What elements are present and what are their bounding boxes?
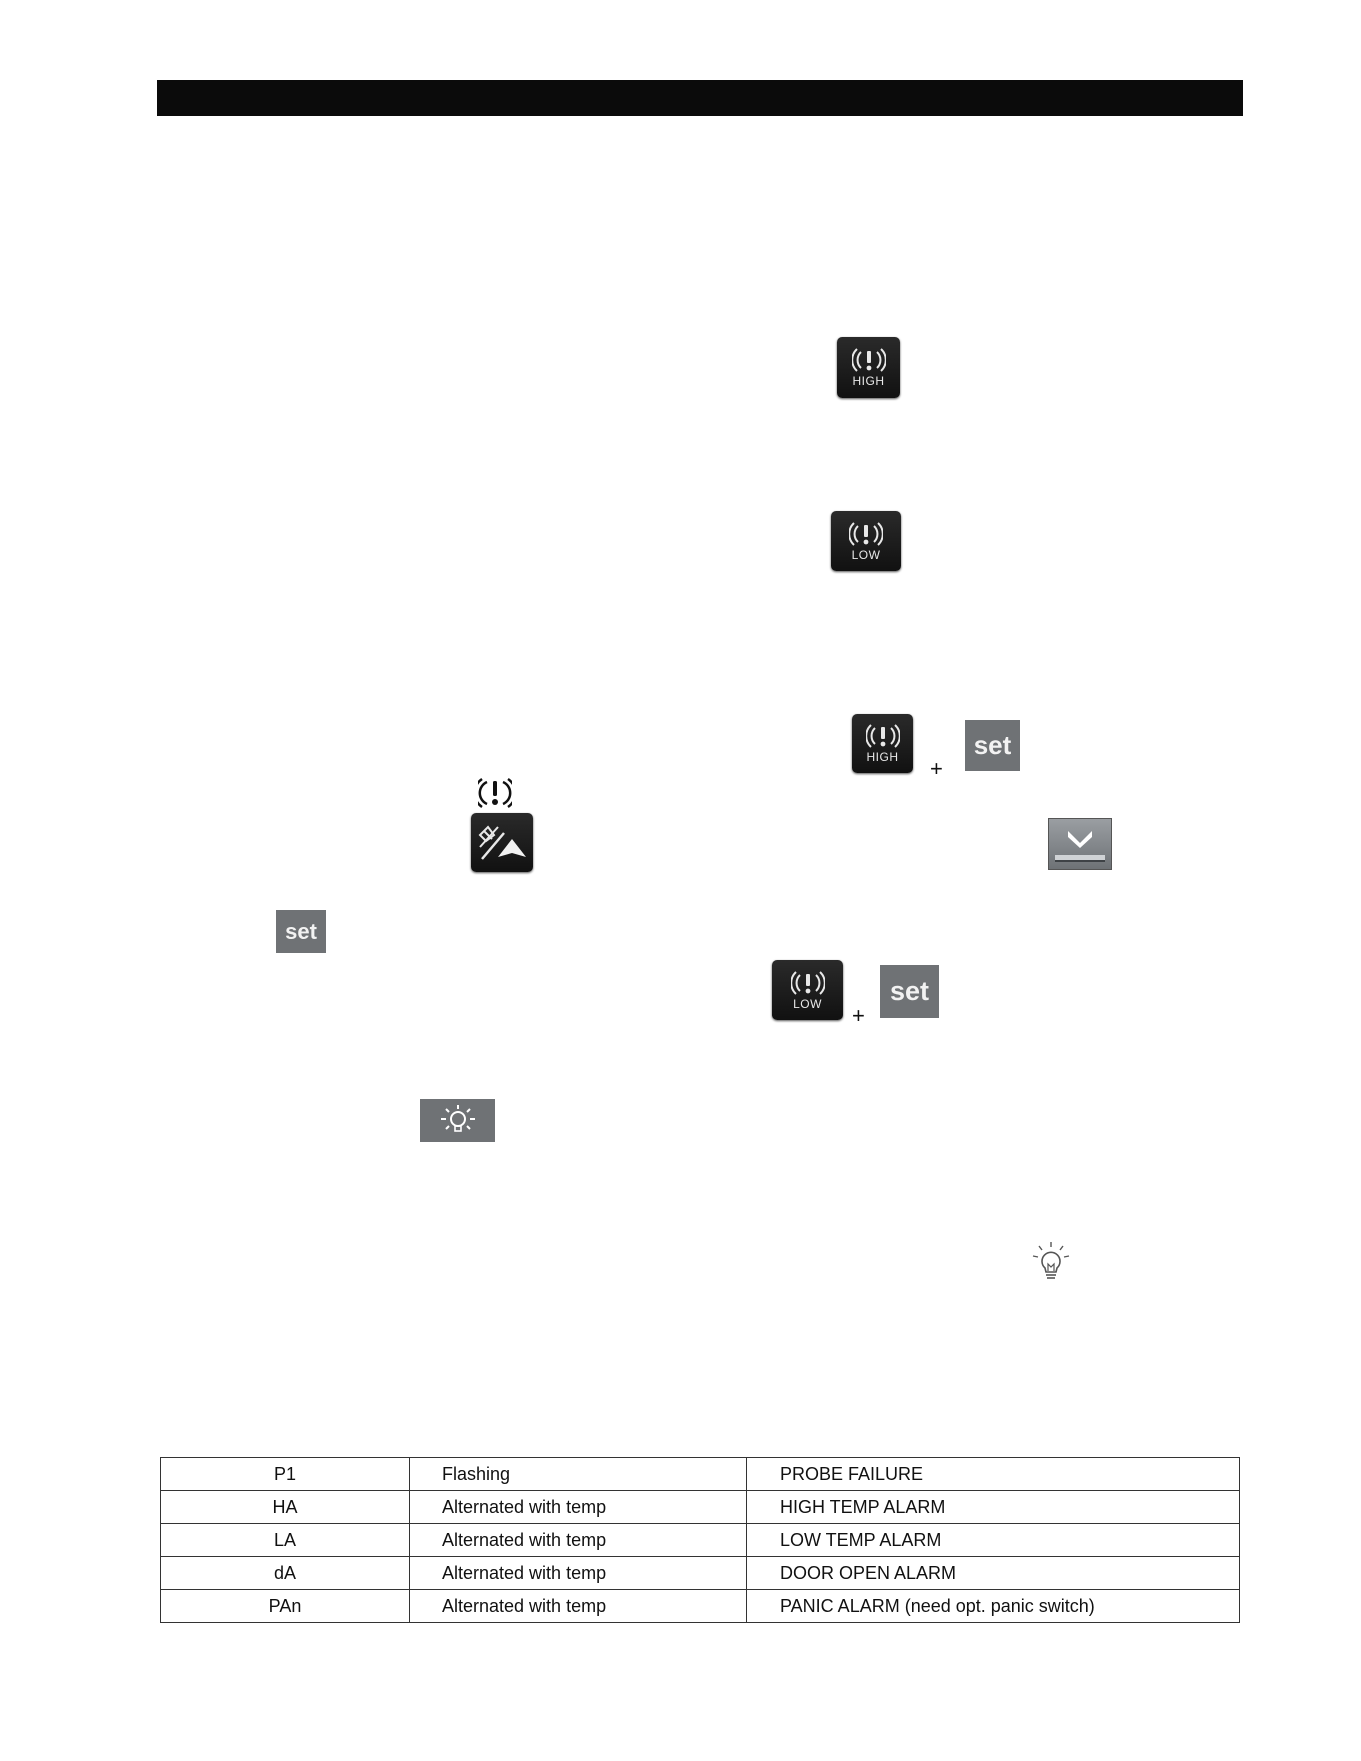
mute-up-key[interactable] [471,813,533,872]
header-bar [157,80,1243,116]
alarm-meaning: DOOR OPEN ALARM [747,1557,1240,1590]
display-mode: Alternated with temp [410,1590,747,1623]
set-key[interactable]: set [880,965,939,1018]
alarm-code: dA [161,1557,410,1590]
table-row [161,1458,1240,1491]
alarm-code-table [160,1457,1240,1623]
high-key-label: HIGH [852,374,885,388]
table-row [161,1590,1240,1623]
alarm-code: HA [161,1491,410,1524]
down-key[interactable] [1048,818,1112,870]
high-alarm-key[interactable] [837,337,900,398]
table-row [161,1557,1240,1590]
light-bulb-icon [1028,1240,1074,1286]
alarm-code: P1 [161,1458,410,1491]
alarm-meaning: LOW TEMP ALARM [747,1524,1240,1557]
alarm-warning-icon [849,522,883,548]
high-alarm-key[interactable] [852,714,913,773]
plus-sign: + [852,1003,865,1028]
alarm-warning-icon [478,777,512,809]
light-key[interactable] [420,1099,495,1142]
alarm-meaning: HIGH TEMP ALARM [747,1491,1240,1524]
alarm-code: LA [161,1524,410,1557]
display-mode: Flashing [410,1458,747,1491]
chevron-down-icon [1049,819,1111,869]
high-key-label: HIGH [866,750,899,764]
display-mode: Alternated with temp [410,1557,747,1590]
light-bulb-icon [438,1103,478,1139]
alarm-meaning: PANIC ALARM (need opt. panic switch) [747,1590,1240,1623]
alarm-warning-icon [866,724,900,750]
alarm-meaning: PROBE FAILURE [747,1458,1240,1491]
table-row [161,1524,1240,1557]
table-row [161,1491,1240,1524]
alarm-code: PAn [161,1590,410,1623]
set-key[interactable]: set [965,720,1020,771]
display-mode: Alternated with temp [410,1491,747,1524]
alarm-warning-icon [852,348,886,374]
low-key-label: LOW [851,547,881,562]
display-mode: Alternated with temp [410,1524,747,1557]
plus-sign: + [930,756,943,781]
alarm-warning-icon [791,971,825,997]
low-key-label: LOW [793,996,822,1011]
mute-up-icon [474,821,530,865]
low-alarm-key[interactable] [772,960,843,1020]
set-key[interactable]: set [276,910,326,953]
low-alarm-key[interactable] [831,511,901,571]
